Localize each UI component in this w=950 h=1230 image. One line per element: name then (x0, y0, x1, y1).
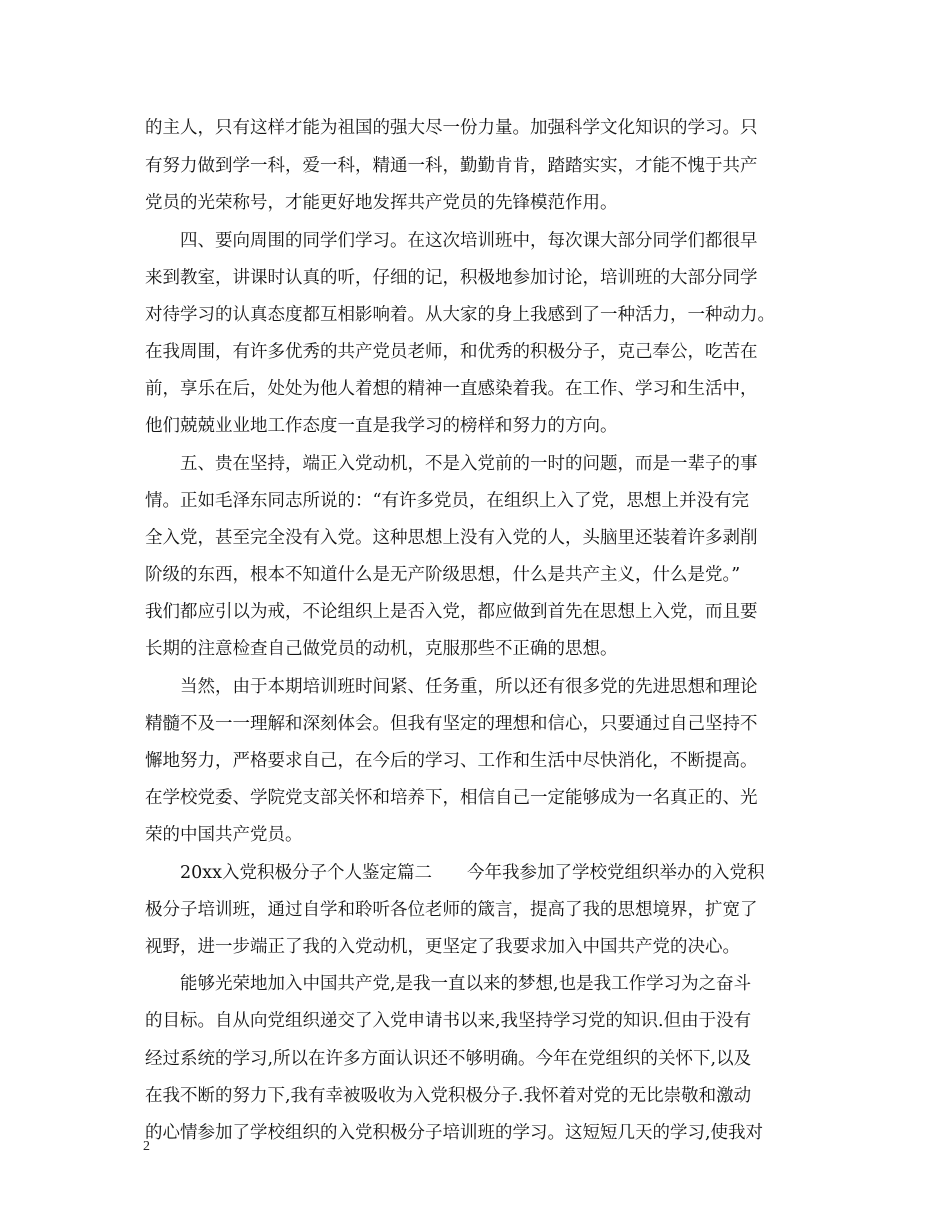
text-line: 有努力做到学一科，爱一科，精通一科，勤勤肯肯，踏踏实实，才能不愧于共产 (145, 156, 758, 176)
text-line: 视野，进一步端正了我的入党动机，更坚定了我要求加入中国共产党的决心。 (145, 937, 740, 957)
text-line: 极分子培训班，通过自学和聆听各位老师的箴言，提高了我的思想境界，扩宽了 (145, 900, 758, 920)
paragraph-start-line: 能够光荣地加入中国共产党,是我一直以来的梦想,也是我工作学习为之奋斗 (180, 974, 752, 994)
text-line: 的目标。自从向党组织递交了入党申请书以来,我坚持学习党的知识.但由于没有 (145, 1011, 752, 1031)
text-line: 长期的注意检查自己做党员的动机，克服那些不正确的思想。 (145, 639, 618, 659)
text-line: 他们兢兢业业地工作态度一直是我学习的榜样和努力的方向。 (145, 416, 618, 436)
text-line: 我们都应引以为戒，不论组织上是否入党，都应做到首先在思想上入党，而且要 (145, 602, 758, 622)
text-line: 在我周围，有许多优秀的共产党员老师，和优秀的积极分子，克己奉公，吃苦在 (145, 342, 758, 362)
section-heading-line: 20xx入党积极分子个人鉴定篇二 今年我参加了学校党组织举办的入党积 (180, 863, 765, 883)
paragraph-start-line: 当然，由于本期培训班时间紧、任务重，所以还有很多党的先进思想和理论 (180, 677, 758, 697)
text-line: 经过系统的学习,所以在许多方面认识还不够明确。今年在党组织的关怀下,以及 (145, 1049, 752, 1069)
text-line: 荣的中国共产党员。 (145, 825, 303, 845)
text-line: 在我不断的努力下,我有幸被吸收为入党积极分子.我怀着对党的无比崇敬和激动 (145, 1086, 752, 1106)
text-line: 党员的光荣称号，才能更好地发挥共产党员的先锋模范作用。 (145, 193, 618, 213)
text-line: 对待学习的认真态度都互相影响着。从大家的身上我感到了一种活力，一种动力。 (145, 305, 775, 325)
text-line: 精髓不及一一理解和深刻体会。但我有坚定的理想和信心，只要通过自己坚持不 (145, 714, 758, 734)
text-line: 前，享乐在后，处处为他人着想的精神一直感染着我。在工作、学习和生活中， (145, 379, 758, 399)
text-line: 在学校党委、学院党支部关怀和培养下，相信自己一定能够成为一名真正的、光 (145, 788, 758, 808)
text-line: 全入党，甚至完全没有入党。这种思想上没有入党的人，头脑里还装着许多剥削 (145, 528, 758, 548)
paragraph-start-line: 四、要向周围的同学们学习。在这次培训班中，每次课大部分同学们都很早 (180, 231, 758, 251)
text-line: 阶级的东西，根本不知道什么是无产阶级思想，什么是共产主义，什么是党。” (145, 565, 741, 585)
text-line: 来到教室，讲课时认真的听，仔细的记，积极地参加讨论，培训班的大部分同学 (145, 268, 758, 288)
text-line: 的主人，只有这样才能为祖国的强大尽一份力量。加强科学文化知识的学习。只 (145, 118, 758, 138)
paragraph-start-line: 五、贵在坚持，端正入党动机，不是入党前的一时的问题，而是一辈子的事 (180, 454, 758, 474)
text-line: 情。正如毛泽东同志所说的：“有许多党员，在组织上入了党，思想上并没有完 (145, 491, 749, 511)
text-line: 的心情参加了学校组织的入党积极分子培训班的学习。这短短几天的学习,使我对 (145, 1123, 764, 1143)
text-line: 懈地努力，严格要求自己，在今后的学习、工作和生活中尽快消化，不断提高。 (145, 751, 758, 771)
page-number: 2 (143, 1139, 150, 1154)
